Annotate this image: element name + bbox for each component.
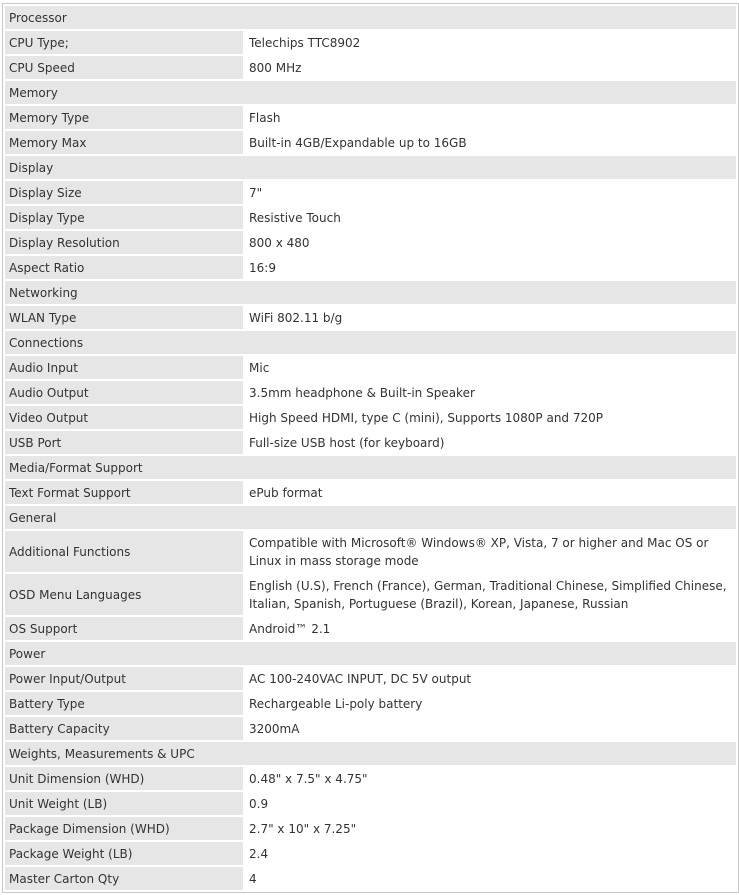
- spec-label: Package Dimension (WHD): [5, 817, 243, 840]
- spec-value: Android™ 2.1: [245, 617, 736, 640]
- spec-row: [5, 792, 736, 815]
- section-header-row: [5, 6, 736, 29]
- spec-label: Aspect Ratio: [5, 256, 243, 279]
- spec-value: 0.48" x 7.5" x 4.75": [245, 767, 736, 790]
- spec-label: Display Size: [5, 181, 243, 204]
- spec-label: Power Input/Output: [5, 667, 243, 690]
- spec-label: Text Format Support: [5, 481, 243, 504]
- spec-row: [5, 406, 736, 429]
- spec-row: [5, 531, 736, 572]
- spec-row: [5, 817, 736, 840]
- section-header-row: [5, 742, 736, 765]
- section-header-row: [5, 642, 736, 665]
- section-title: Memory: [5, 81, 736, 104]
- spec-label: Video Output: [5, 406, 243, 429]
- spec-label: Memory Type: [5, 106, 243, 129]
- spec-value: High Speed HDMI, type C (mini), Supports 1080P and 720P: [245, 406, 736, 429]
- spec-row: [5, 231, 736, 254]
- section-title: Processor: [5, 6, 736, 29]
- spec-value: Compatible with Microsoft® Windows® XP, Vista, 7 or higher and Mac OS or Linux in mass storage mode: [245, 531, 736, 572]
- spec-row: [5, 56, 736, 79]
- section-header-row: [5, 156, 736, 179]
- spec-row: [5, 131, 736, 154]
- spec-label: CPU Type;: [5, 31, 243, 54]
- spec-value: 3200mA: [245, 717, 736, 740]
- spec-label: Battery Type: [5, 692, 243, 715]
- spec-value: Resistive Touch: [245, 206, 736, 229]
- section-title: Connections: [5, 331, 736, 354]
- spec-label: Audio Input: [5, 356, 243, 379]
- spec-value: 2.7" x 10" x 7.25": [245, 817, 736, 840]
- spec-label: Package Weight (LB): [5, 842, 243, 865]
- spec-value: 7": [245, 181, 736, 204]
- spec-value: 16:9: [245, 256, 736, 279]
- spec-value: 3.5mm headphone & Built-in Speaker: [245, 381, 736, 404]
- spec-value: Mic: [245, 356, 736, 379]
- section-title: Power: [5, 642, 736, 665]
- section-title: Media/Format Support: [5, 456, 736, 479]
- spec-value: WiFi 802.11 b/g: [245, 306, 736, 329]
- spec-row: [5, 31, 736, 54]
- section-header-row: [5, 506, 736, 529]
- spec-row: [5, 692, 736, 715]
- spec-label: Memory Max: [5, 131, 243, 154]
- section-title: General: [5, 506, 736, 529]
- spec-row: [5, 867, 736, 890]
- spec-value: Full-size USB host (for keyboard): [245, 431, 736, 454]
- spec-label: Unit Dimension (WHD): [5, 767, 243, 790]
- spec-label: Display Resolution: [5, 231, 243, 254]
- spec-row: [5, 381, 736, 404]
- spec-label: OSD Menu Languages: [5, 574, 243, 615]
- spec-label: Battery Capacity: [5, 717, 243, 740]
- section-title: Networking: [5, 281, 736, 304]
- spec-row: [5, 256, 736, 279]
- spec-row: [5, 106, 736, 129]
- spec-label: USB Port: [5, 431, 243, 454]
- spec-label: Audio Output: [5, 381, 243, 404]
- spec-value: ePub format: [245, 481, 736, 504]
- spec-label: Unit Weight (LB): [5, 792, 243, 815]
- section-header-row: [5, 81, 736, 104]
- spec-value: 4: [245, 867, 736, 890]
- spec-label: WLAN Type: [5, 306, 243, 329]
- spec-value: Rechargeable Li-poly battery: [245, 692, 736, 715]
- spec-value: Built-in 4GB/Expandable up to 16GB: [245, 131, 736, 154]
- spec-value: English (U.S), French (France), German, Traditional Chinese, Simplified Chinese, Italian, Spanish, Portuguese (Brazil), Korean, Japanese, Russian: [245, 574, 736, 615]
- spec-value: 0.9: [245, 792, 736, 815]
- section-header-row: [5, 281, 736, 304]
- spec-row: [5, 181, 736, 204]
- spec-row: [5, 481, 736, 504]
- spec-table-container: [2, 3, 739, 893]
- spec-label: Master Carton Qty: [5, 867, 243, 890]
- spec-label: CPU Speed: [5, 56, 243, 79]
- spec-row: [5, 842, 736, 865]
- spec-row: [5, 617, 736, 640]
- spec-row: [5, 206, 736, 229]
- spec-value: Telechips TTC8902: [245, 31, 736, 54]
- spec-row: [5, 356, 736, 379]
- spec-value: Flash: [245, 106, 736, 129]
- spec-value: 800 MHz: [245, 56, 736, 79]
- section-header-row: [5, 331, 736, 354]
- spec-value: AC 100-240VAC INPUT, DC 5V output: [245, 667, 736, 690]
- section-header-row: [5, 456, 736, 479]
- spec-label: Display Type: [5, 206, 243, 229]
- spec-label: Additional Functions: [5, 531, 243, 572]
- spec-row: [5, 574, 736, 615]
- spec-value: 2.4: [245, 842, 736, 865]
- spec-table: [3, 4, 738, 892]
- spec-label: OS Support: [5, 617, 243, 640]
- spec-value: 800 x 480: [245, 231, 736, 254]
- spec-row: [5, 717, 736, 740]
- section-title: Weights, Measurements & UPC: [5, 742, 736, 765]
- spec-row: [5, 306, 736, 329]
- spec-row: [5, 767, 736, 790]
- spec-row: [5, 431, 736, 454]
- spec-row: [5, 667, 736, 690]
- section-title: Display: [5, 156, 736, 179]
